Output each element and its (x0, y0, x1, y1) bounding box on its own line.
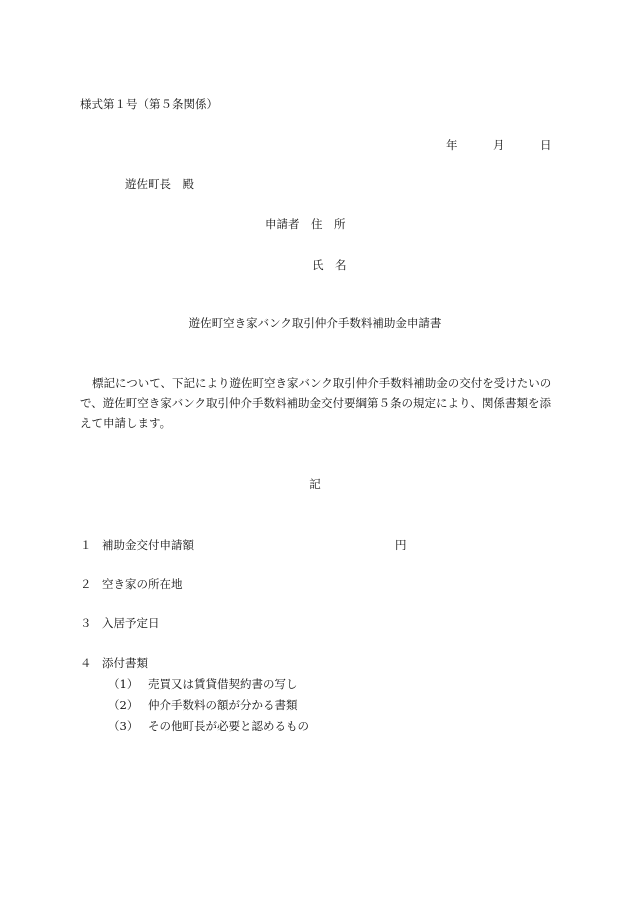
applicant-address-label: 申請者 住 所 (265, 217, 346, 231)
note-heading: 記 (309, 477, 321, 491)
date-day-label: 日 (540, 138, 552, 152)
body-paragraph: 標記について、下記により遊佐町空き家バンク取引仲介手数料補助金の交付を受けたいので、遊佐町空き家バンク取引仲介手数料補助金交付要綱第５条の規定により、関係書類を添えて申請します。 (80, 376, 552, 430)
item-label-move-in-date: 入居予定日 (102, 616, 160, 630)
item-number: ２ (80, 577, 92, 591)
item-unit-yen: 円 (395, 538, 407, 552)
applicant-name-label: 氏 名 (312, 258, 347, 272)
item-number: ４ (80, 656, 92, 670)
document-title: 遊佐町空き家バンク取引仲介手数料補助金申請書 (188, 316, 442, 330)
date-month-label: 月 (493, 138, 505, 152)
item-label-subsidy-amount: 補助金交付申請額 (102, 538, 194, 552)
date-year-label: 年 (446, 138, 458, 152)
item-label-attachments: 添付書類 (102, 656, 148, 670)
attachment-item: 売買又は賃貸借契約書の写し (148, 677, 298, 691)
attachment-number: （2） (108, 698, 139, 712)
addressee: 遊佐町長 殿 (125, 177, 194, 191)
item-number: ３ (80, 616, 92, 630)
attachment-number: （1） (108, 677, 139, 691)
item-label-vacant-house-location: 空き家の所在地 (102, 577, 183, 591)
item-number: １ (80, 538, 92, 552)
form-number: 様式第１号（第５条関係） (80, 97, 218, 111)
attachment-number: （3） (108, 719, 139, 733)
attachment-item: 仲介手数料の額が分かる書類 (148, 698, 298, 712)
attachment-item: その他町長が必要と認めるもの (148, 719, 309, 733)
